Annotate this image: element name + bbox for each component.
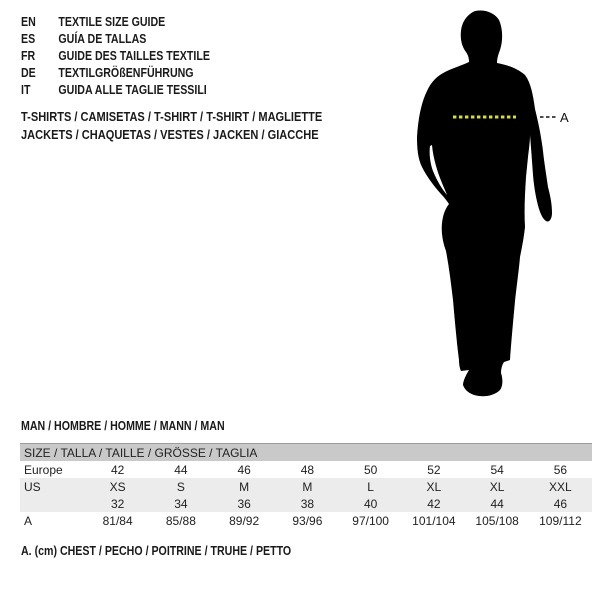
size-cell: 44: [466, 495, 529, 512]
size-cell: 50: [363, 462, 378, 477]
size-cell: XL: [402, 478, 465, 495]
language-label: GUIDA ALLE TAGLIE TESSILI: [58, 82, 207, 97]
size-cell: XS: [86, 478, 149, 495]
section-title-man: MAN / HOMBRE / HOMME / MANN / MAN: [21, 419, 225, 433]
size-cell: 54: [490, 462, 504, 477]
size-cell: 42: [110, 462, 125, 477]
garment-types-line-tshirts: T-SHIRTS / CAMISETAS / T-SHIRT / T-SHIRT / MAGLIETTE: [21, 109, 323, 124]
row-label: [20, 495, 86, 512]
size-cell: 44: [174, 462, 188, 477]
size-cell: 36: [213, 495, 276, 512]
table-row-us: [20, 478, 592, 495]
garment-types: [21, 108, 322, 144]
size-cell: M: [276, 478, 339, 495]
language-code: EN: [21, 14, 36, 29]
size-cell: 81/84: [102, 513, 133, 528]
measure-label-a: A: [560, 110, 569, 125]
size-cell: 97/100: [352, 513, 389, 528]
size-cell: L: [339, 478, 402, 495]
size-table-body: [20, 461, 592, 529]
language-guide-list: [21, 13, 210, 98]
language-label: TEXTILE SIZE GUIDE: [58, 14, 166, 29]
size-cell: XL: [466, 478, 529, 495]
size-cell: 89/92: [229, 513, 260, 528]
size-cell: 93/96: [292, 513, 323, 528]
size-cell: S: [149, 478, 212, 495]
size-cell: 46: [529, 495, 592, 512]
language-code: DE: [21, 65, 36, 80]
language-code: IT: [21, 82, 31, 97]
language-row-en: [21, 13, 210, 30]
language-row-fr: [21, 47, 210, 64]
man-silhouette-svg: [413, 5, 578, 400]
size-cell: 46: [237, 462, 251, 477]
size-table-header-cell: SIZE / TALLA / TAILLE / GRÖSSE / TAGLIA: [20, 444, 592, 462]
measurement-footnote: A. (cm) CHEST / PECHO / POITRINE / TRUHE / PETTO: [21, 544, 292, 558]
row-label: Europe: [24, 462, 63, 477]
size-cell: 42: [402, 495, 465, 512]
language-code: ES: [21, 31, 36, 46]
man-silhouette-shape: [417, 10, 552, 396]
language-label: TEXTILGRÖßENFÜHRUNG: [58, 65, 194, 80]
language-row-es: [21, 30, 210, 47]
size-cell: 85/88: [165, 513, 196, 528]
garment-types-line-jackets: JACKETS / CHAQUETAS / VESTES / JACKEN / GIACCHE: [21, 127, 319, 142]
size-cell: 38: [276, 495, 339, 512]
language-label: GUIDE DES TAILLES TEXTILE: [58, 48, 210, 63]
size-cell: 48: [300, 462, 315, 477]
table-row-us-numeric: [20, 495, 592, 512]
language-row-de: [21, 64, 210, 81]
size-cell: M: [213, 478, 276, 495]
size-cell: 52: [427, 462, 441, 477]
table-row-a-chest: [20, 512, 592, 529]
size-cell: 109/112: [539, 513, 582, 528]
size-cell: XXL: [529, 478, 592, 495]
table-row-europe: [20, 461, 592, 478]
size-cell: 105/108: [475, 513, 519, 528]
size-table-header-row: [20, 444, 592, 462]
size-cell: 40: [339, 495, 402, 512]
size-table: [20, 443, 592, 529]
man-silhouette-figure: [413, 5, 578, 400]
size-cell: 32: [86, 495, 149, 512]
size-table-head: [20, 444, 592, 462]
size-cell: 34: [149, 495, 212, 512]
row-label: US: [20, 478, 86, 495]
language-row-it: [21, 81, 210, 98]
size-cell: 101/104: [412, 513, 456, 528]
language-label: GUÍA DE TALLAS: [58, 31, 147, 46]
language-code: FR: [21, 48, 36, 63]
row-label: A: [24, 513, 33, 528]
size-cell: 56: [553, 462, 568, 477]
